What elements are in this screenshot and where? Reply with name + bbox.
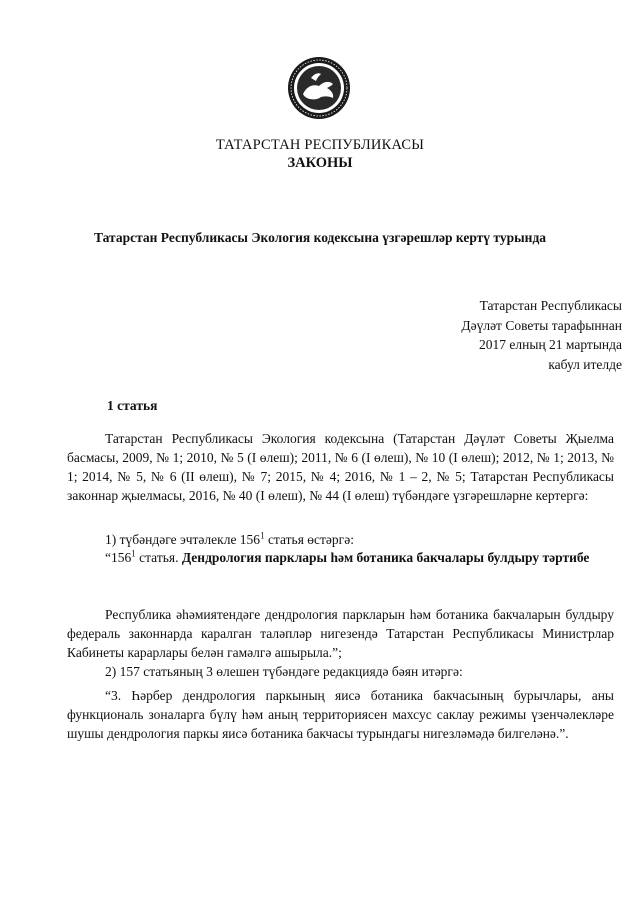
item-2: 2) 157 статьяның 3 өлешен түбәндәге редакциядә бәян итәргә: [105,664,463,679]
adoption-line-2: Дәүләт Советы тарафыннан [461,317,622,333]
adoption-line-3: 2017 елның 21 мартында [479,337,622,352]
adoption-block [461,296,622,374]
item-1-sup: 1 [260,530,265,541]
intro-paragraph: Татарстан Республикасы Экология кодексына (Татарстан Дәүләт Советы Җыелма басмасы, 2009, № 1; 2010, № 5 (I өлеш); 2011, № 6 (I өлеш), № 10 (I өлеш); 2012, № 1; 2013, № 1; 2014, № 5, № 6 (II өлеш), № 7; 2015, № 4; 2016, № 1 – 2, № 5; Татарстан Республикасы законнар җыелмасы, 2016, № 40 (I өлеш), № 44 (I өлеш) түбәндәге үзгәрешләрне кертергә: [67,431,614,503]
new-article-mid: статья. [135,550,182,565]
new-article-title: Дендрология парклары һәм ботаника бакчалары булдыру тәртибе [181,550,590,565]
item-2-text: “3. Һәрбер дендрология паркының яисә ботаника бакчасының бурычлары, аны функциональ зоналарга бүлү һәм аның территориясен махсус саклау режимы үзенчәлекләре шушы дендрология паркы яисә ботаника бакчасы турындагы нигезләмәдә билгеләнә.”. [67,688,614,741]
adoption-line-4: кабул ителде [548,356,622,372]
coat-of-arms-icon [287,56,351,120]
item-1-suffix: статья өстәргә: [264,532,354,547]
item-1-prefix: 1) түбәндәге эчтәлекле 156 [105,532,261,547]
new-article-prefix: “156 [105,550,132,565]
new-article-sup: 1 [131,548,136,559]
new-article-heading [67,548,614,567]
item-1 [67,530,614,549]
header-law: ЗАКОНЫ [287,155,353,171]
new-article-body: Республика әһәмиятендәге дендрология паркларын һәм ботаника бакчаларын булдыру федераль законнарда каралган таләпләр нигезендә Татарстан Республикасы Министрлар Кабинеты карарлары белән гамәлгә ашырыла.”; [67,607,614,660]
adoption-line-1: Татарстан Республикасы [479,298,622,313]
header-republic: ТАТАРСТАН РЕСПУБЛИКАСЫ [215,137,425,153]
article-heading: 1 статья [107,398,158,413]
law-title: Татарстан Республикасы Экология кодексына үзгәрешләр кертү турында [93,230,547,245]
